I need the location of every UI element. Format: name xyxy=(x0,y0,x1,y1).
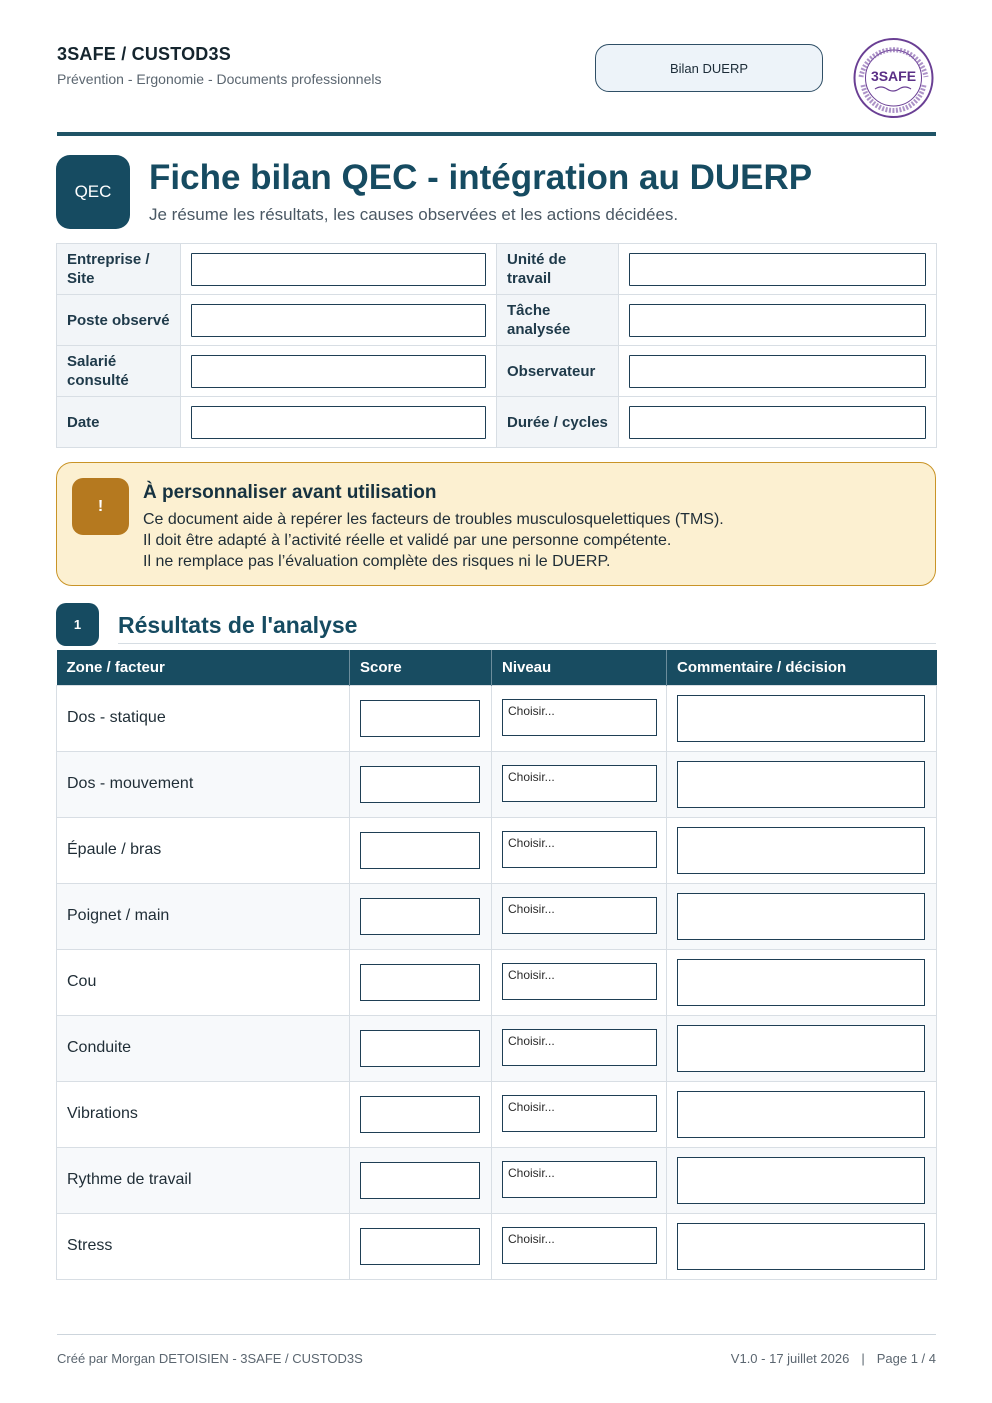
score-input[interactable] xyxy=(360,1030,480,1067)
niveau-select[interactable]: Choisir... xyxy=(502,963,657,1000)
footer-version: V1.0 - 17 juillet 2026 xyxy=(730,1351,850,1366)
score-input[interactable] xyxy=(360,700,480,737)
comment-input[interactable] xyxy=(677,1223,925,1270)
zone-label: Dos - mouvement xyxy=(57,751,350,817)
score-input[interactable] xyxy=(360,1228,480,1265)
column-header-zone: Zone / facteur xyxy=(57,650,350,685)
score-input[interactable] xyxy=(360,1096,480,1133)
section-number: 1 xyxy=(56,603,99,646)
zone-label: Vibrations xyxy=(57,1081,350,1147)
comment-input[interactable] xyxy=(677,893,925,940)
notice-line: Il doit être adapté à l’activité réelle et validé par une personne compétente. xyxy=(143,532,672,549)
footer-divider xyxy=(57,1334,936,1335)
info-row xyxy=(57,295,937,346)
comment-input[interactable] xyxy=(677,1091,925,1138)
table-row xyxy=(57,1081,937,1147)
comment-input[interactable] xyxy=(677,761,925,808)
niveau-select[interactable]: Choisir... xyxy=(502,1161,657,1198)
date-input[interactable] xyxy=(191,406,486,439)
brand-name: 3SAFE / CUSTOD3S xyxy=(57,44,231,64)
table-row xyxy=(57,685,937,751)
zone-label: Poignet / main xyxy=(57,883,350,949)
page-subtitle: Je résume les résultats, les causes observées et les actions décidées. xyxy=(149,205,679,224)
notice-line: Ce document aide à repérer les facteurs de troubles musculosquelettiques (TMS). xyxy=(143,511,724,528)
field-label-date: Date xyxy=(57,397,181,448)
footer-page-number: Page 1 / 4 xyxy=(876,1351,936,1366)
page-header xyxy=(57,44,382,87)
company-seal-logo xyxy=(851,37,936,119)
field-label-observateur: Observateur xyxy=(497,346,619,397)
unite-travail-input[interactable] xyxy=(629,253,926,286)
customization-notice xyxy=(56,462,936,586)
table-row xyxy=(57,817,937,883)
zone-label: Cou xyxy=(57,949,350,1015)
warning-icon: ! xyxy=(72,478,129,535)
info-row xyxy=(57,244,937,295)
comment-input[interactable] xyxy=(677,827,925,874)
poste-observe-input[interactable] xyxy=(191,304,486,337)
field-label-salarie: Salarié consulté xyxy=(57,346,181,397)
zone-label: Épaule / bras xyxy=(57,817,350,883)
notice-line: Il ne remplace pas l’évaluation complète des risques ni le DUERP. xyxy=(143,553,611,570)
niveau-select[interactable]: Choisir... xyxy=(502,699,657,736)
zone-label: Rythme de travail xyxy=(57,1147,350,1213)
table-row xyxy=(57,949,937,1015)
footer-meta xyxy=(731,1351,936,1366)
niveau-select[interactable]: Choisir... xyxy=(502,1029,657,1066)
identification-table xyxy=(56,243,937,448)
brand-tagline: Prévention - Ergonomie - Documents professionnels xyxy=(57,71,382,87)
section-divider xyxy=(118,643,936,644)
salarie-consulte-input[interactable] xyxy=(191,355,486,388)
table-row xyxy=(57,751,937,817)
niveau-select[interactable]: Choisir... xyxy=(502,1227,657,1264)
table-row xyxy=(57,1015,937,1081)
page-title: Fiche bilan QEC - intégration au DUERP xyxy=(149,158,813,197)
column-header-commentaire: Commentaire / décision xyxy=(667,650,937,685)
table-row xyxy=(57,1147,937,1213)
comment-input[interactable] xyxy=(677,695,925,742)
niveau-select[interactable]: Choisir... xyxy=(502,765,657,802)
field-label-poste: Poste observé xyxy=(57,295,181,346)
niveau-select[interactable]: Choisir... xyxy=(502,1095,657,1132)
field-label-tache: Tâche analysée xyxy=(497,295,619,346)
info-row xyxy=(57,346,937,397)
observateur-input[interactable] xyxy=(629,355,926,388)
zone-label: Dos - statique xyxy=(57,685,350,751)
duree-cycles-input[interactable] xyxy=(629,406,926,439)
zone-label: Stress xyxy=(57,1213,350,1279)
results-table xyxy=(56,650,937,1280)
score-input[interactable] xyxy=(360,832,480,869)
document-type-badge: Bilan DUERP xyxy=(595,44,823,92)
seal-text: 3SAFE xyxy=(870,68,917,84)
tache-analysee-input[interactable] xyxy=(629,304,926,337)
table-row xyxy=(57,883,937,949)
comment-input[interactable] xyxy=(677,1157,925,1204)
info-row xyxy=(57,397,937,448)
field-label-duree: Durée / cycles xyxy=(497,397,619,448)
table-row xyxy=(57,1213,937,1279)
results-header-row xyxy=(57,650,937,685)
column-header-niveau: Niveau xyxy=(492,650,667,685)
field-label-unite: Unité de travail xyxy=(497,244,619,295)
footer-separator: | xyxy=(861,1351,865,1366)
comment-input[interactable] xyxy=(677,1025,925,1072)
niveau-select[interactable]: Choisir... xyxy=(502,897,657,934)
field-label-entreprise: Entreprise / Site xyxy=(57,244,181,295)
score-input[interactable] xyxy=(360,964,480,1001)
qec-icon: QEC xyxy=(56,155,130,229)
score-input[interactable] xyxy=(360,1162,480,1199)
column-header-score: Score xyxy=(350,650,492,685)
niveau-select[interactable]: Choisir... xyxy=(502,831,657,868)
header-divider xyxy=(57,132,936,136)
footer-author: Créé par Morgan DETOISIEN - 3SAFE / CUSTOD3S xyxy=(57,1351,363,1366)
score-input[interactable] xyxy=(360,766,480,803)
score-input[interactable] xyxy=(360,898,480,935)
notice-title: À personnaliser avant utilisation xyxy=(143,482,437,503)
comment-input[interactable] xyxy=(677,959,925,1006)
zone-label: Conduite xyxy=(57,1015,350,1081)
section-title: Résultats de l'analyse xyxy=(118,612,358,638)
entreprise-site-input[interactable] xyxy=(191,253,486,286)
